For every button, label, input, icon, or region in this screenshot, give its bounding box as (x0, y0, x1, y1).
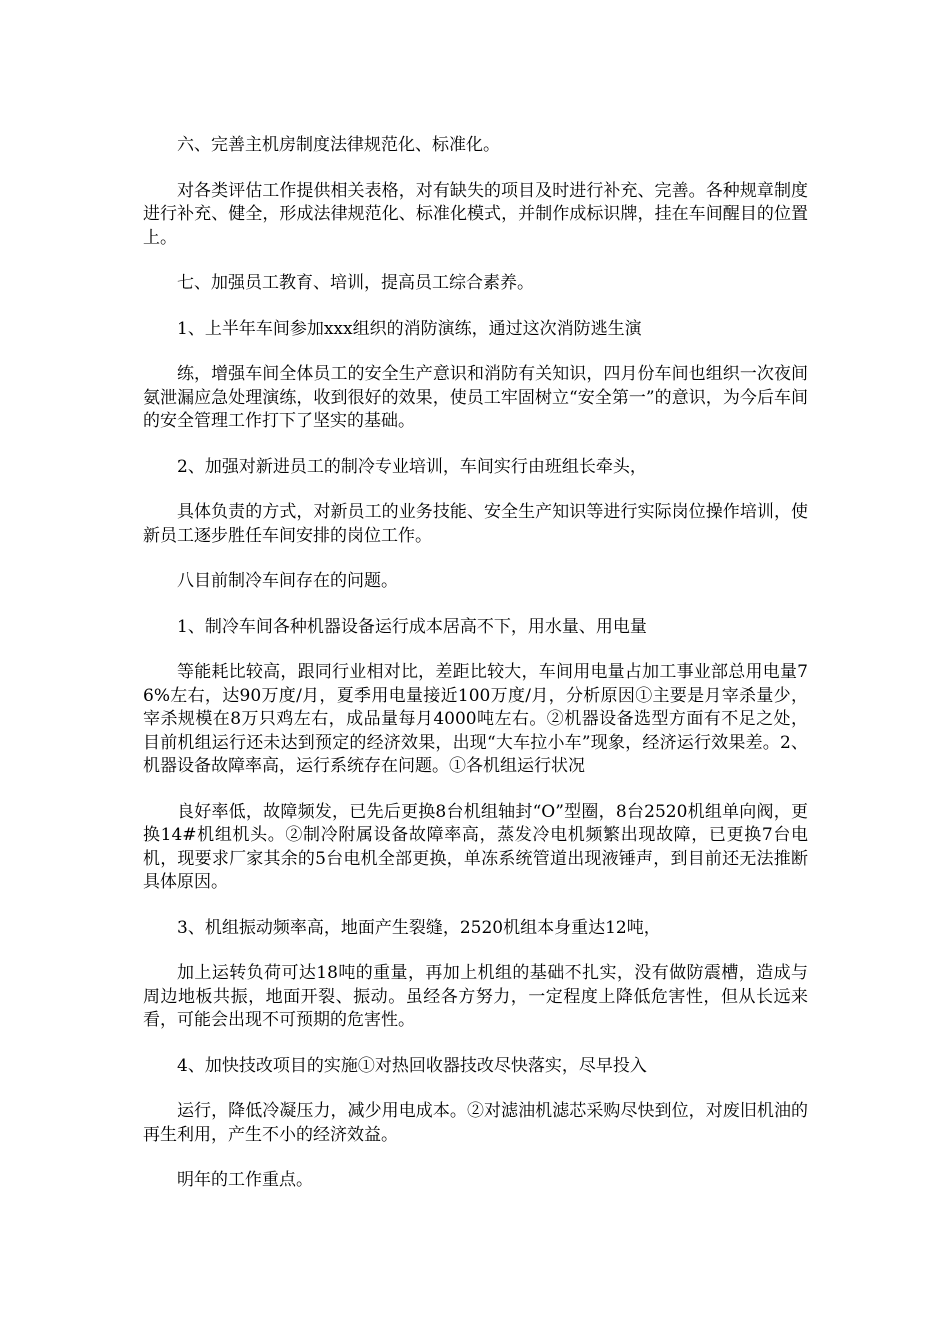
paragraph-vibration-intro: 3、机组振动频率高，地面产生裂缝，2520机组本身重达12吨， (177, 917, 661, 938)
paragraph-section-6-heading: 六、完善主机房制度法律规范化、标准化。 (177, 135, 500, 155)
paragraph-fire-drill-intro: 1、上半年车间参加xxx组织的消防演练，通过这次消防逃生演 (177, 318, 642, 339)
paragraph-section-7-heading: 七、加强员工教育、培训，提高员工综合素养。 (177, 273, 534, 293)
document-body (143, 134, 808, 1215)
paragraph-section-6-body: 对各类评估工作提供相关表格，对有缺失的项目及时进行补充、完善。各种规章制度进行补充、健全，形成法律规范化、标准化模式，并制作成标识牌，挂在车间醒目的位置上。 (143, 180, 808, 248)
paragraph-training-intro: 2、加强对新进员工的制冷专业培训，车间实行由班组长牵头， (177, 456, 647, 477)
paragraph-tech-upgrade-body: 运行，降低冷凝压力，减少用电成本。②对滤油机滤芯采购尽快到位，对废旧机油的再生利用，产生不小的经济效益。 (143, 1101, 808, 1145)
paragraph-tech-upgrade-intro: 4、加快技改项目的实施①对热回收器技改尽快落实，尽早投入 (177, 1055, 647, 1076)
paragraph-training-body: 具体负责的方式，对新员工的业务技能、安全生产知识等进行实际岗位操作培训，使新员工逐步胜任车间安排的岗位工作。 (143, 502, 808, 546)
paragraph-cost-intro: 1、制冷车间各种机器设备运行成本居高不下，用水量、用电量 (177, 616, 647, 637)
paragraph-section-8-heading: 八目前制冷车间存在的问题。 (177, 571, 398, 591)
paragraph-next-year-heading: 明年的工作重点。 (177, 1170, 313, 1190)
paragraph-cost-body: 等能耗比较高，跟同行业相对比，差距比较大，车间用电量占加工事业部总用电量76%左右，达90万度/月，夏季用电量接近100万度/月，分析原因①主要是月宰杀量少，宰杀规模在8万只鸡左右，成品量每月4000吨左右。②机器设备选型方面有不足之处，目前机组运行还未达到预定的经济效果，出现“大车拉小车”现象，经济运行效果差。2、机器设备故障率高，运行系统存在问题。①各机组运行状况 (143, 662, 808, 776)
paragraph-vibration-body: 加上运转负荷可达18吨的重量，再加上机组的基础不扎实，没有做防震槽，造成与周边地板共振，地面开裂、振动。虽经各方努力，一定程度上降低危害性，但从长远来看，可能会出现不可预期的危害性。 (143, 963, 808, 1030)
paragraph-fire-drill-body: 练，增强车间全体员工的安全生产意识和消防有关知识，四月份车间也组织一次夜间氨泄漏应急处理演练，收到很好的效果，使员工牢固树立“安全第一”的意识，为今后车间的安全管理工作打下了坚实的基础。 (143, 364, 808, 431)
paragraph-failure-body: 良好率低，故障频发，已先后更换8台机组轴封“O”型圈，8台2520机组单向阀，更换14#机组机头。②制冷附属设备故障率高，蒸发冷电机频繁出现故障，已更换7台电机，现要求厂家其余的5台电机全部更换，单冻系统管道出现液锤声，到目前还无法推断具体原因。 (143, 801, 808, 892)
